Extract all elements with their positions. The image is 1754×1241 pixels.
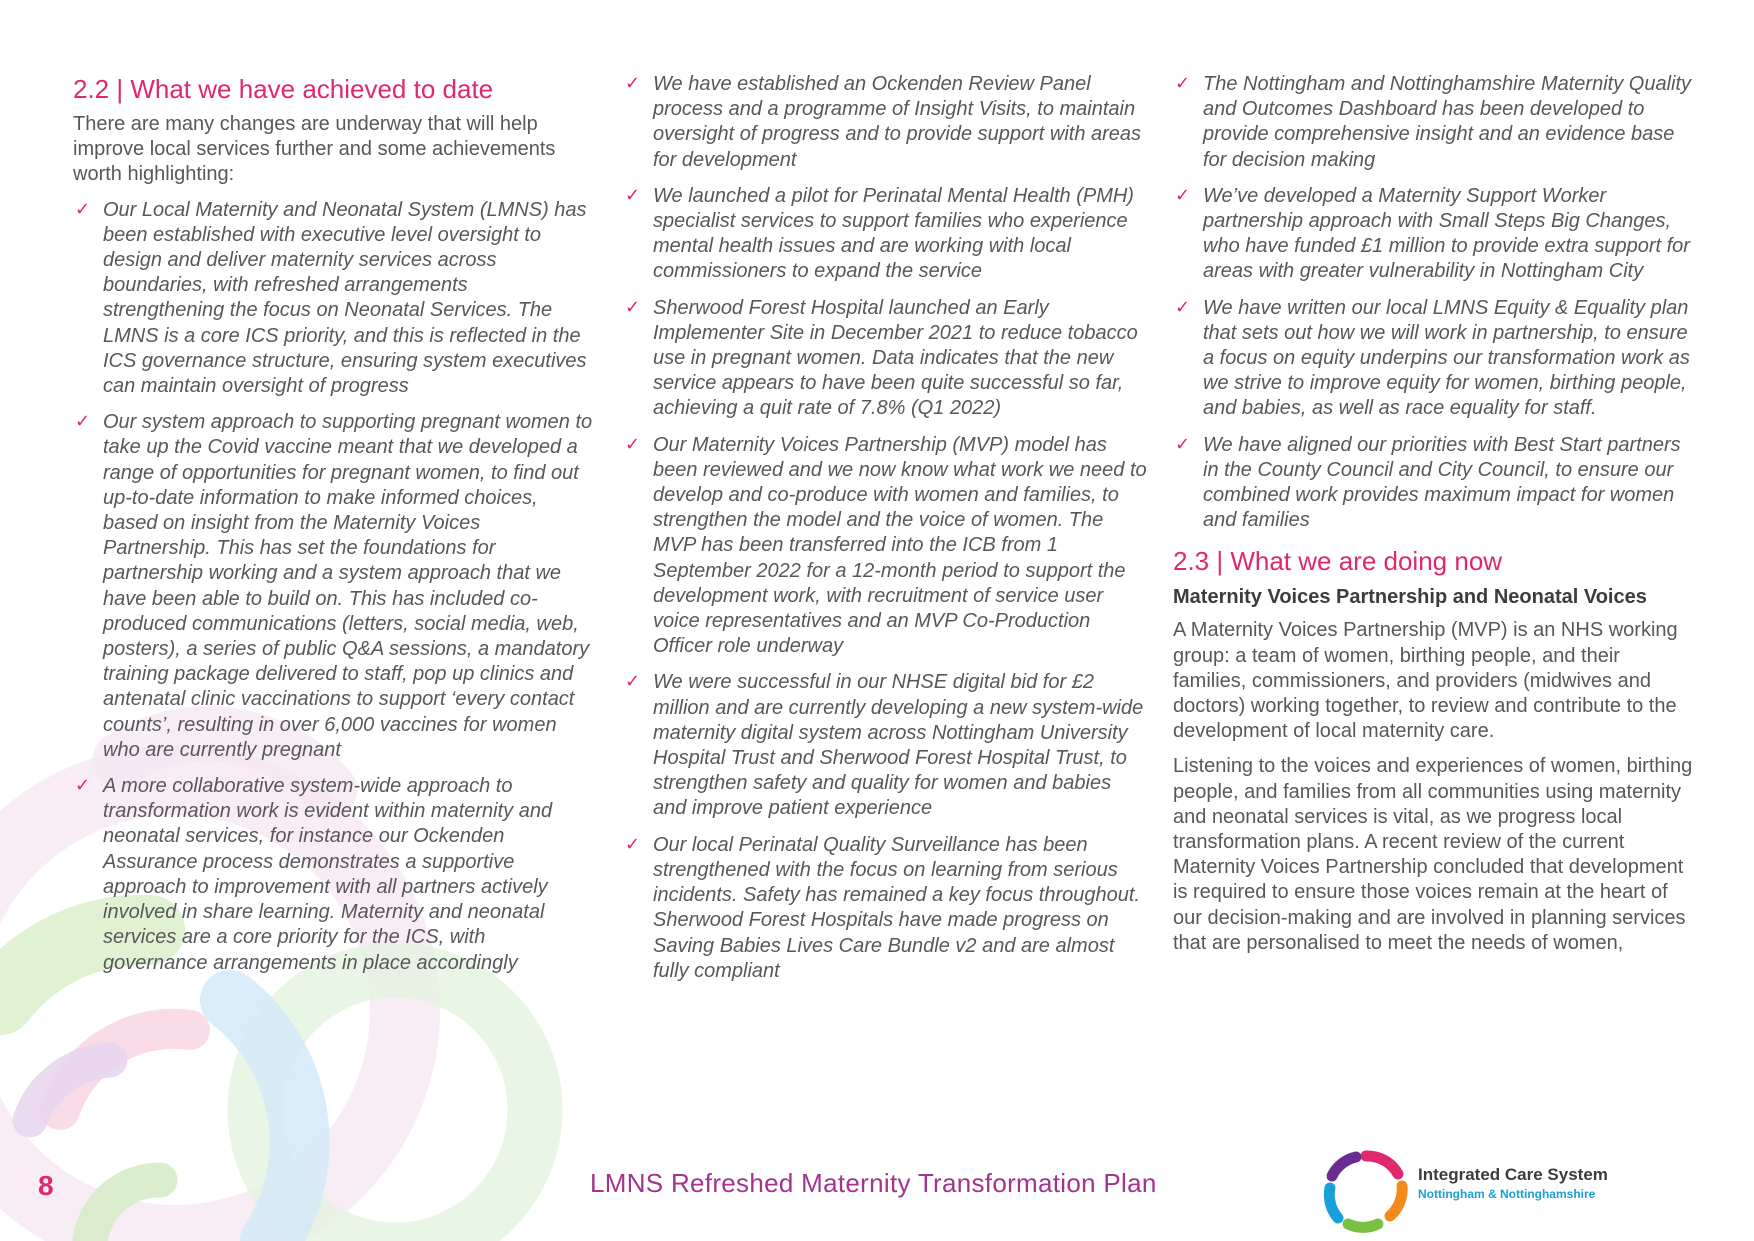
logo-subtitle: Nottingham & Nottinghamshire xyxy=(1418,1187,1596,1201)
list-item: ✓ We have written our local LMNS Equity & Equality plan that sets out how we will work in partnership, to ensure a focus on equity underpins our transformation work as we strive to improve equity for women, birthing people, and babies, as well as race equality for staff. xyxy=(1175,296,1690,420)
check-icon: ✓ xyxy=(1175,184,1191,205)
list-item: ✓ Our system approach to supporting pregnant women to take up the Covid vaccine meant that we developed a range of opportunities for pregnant women, to find out up-to-date information to make informed choices, based on insight from the Maternity Voices Partnership. This has set the foundations for partnership working and a system approach that we have been able to build on. This has included co-produced communications (letters, social media, web, posters), a series of public Q&A sessions, a mandatory training package delivered to staff, pop up clinics and antenatal clinic vaccinations to support ‘every contact counts’, resulting in over 6,000 vaccines for women who are currently pregnant xyxy=(75,411,593,761)
section-intro: There are many changes are underway that will help improve local services further and some achievements worth highlighting: xyxy=(73,113,556,186)
check-icon: ✓ xyxy=(625,833,641,854)
check-icon: ✓ xyxy=(75,411,91,432)
check-icon: ✓ xyxy=(625,671,641,692)
check-icon: ✓ xyxy=(625,296,641,317)
column-middle xyxy=(623,72,1148,995)
list-item: ✓ Our Local Maternity and Neonatal System (LMNS) has been established with executive level oversight to design and deliver maternity services across boundaries, with refreshed arrangements strengthening the focus on Neonatal Services. The LMNS is a core ICS priority, and this is reflected in the ICS governance structure, ensuring system executives can maintain oversight of progress xyxy=(75,198,587,398)
footer-title: LMNS Refreshed Maternity Transformation Plan xyxy=(590,1168,1157,1198)
list-item: ✓ A more collaborative system-wide approach to transformation work is evident within maternity and neonatal services, for instance our Ockenden Assurance process demonstrates a supportive approach to improvement with all partners actively involved in share learning. Maternity and neonatal services are a core priority for the ICS, with governance arrangements in place accordingly xyxy=(75,775,553,974)
section-heading-doing-now: 2.3 | What we are doing now xyxy=(1173,546,1503,577)
list-item: ✓ We were successful in our NHSE digital bid for £2 million and are currently developing a new system-wide maternity digital system across Nottingham University Hospital Trust and Sherwood Forest Hospital Trust, to strengthen safety and quality for women and babies and improve patient experience xyxy=(625,671,1144,820)
achievements-list-col2 xyxy=(623,72,1148,984)
list-item: ✓ We’ve developed a Maternity Support Worker partnership approach with Small Steps Big Changes, who have funded £1 million to provide extra support for areas with greater vulnerability in Nottingham City xyxy=(1175,184,1690,283)
check-icon: ✓ xyxy=(75,775,91,796)
check-icon: ✓ xyxy=(1175,433,1191,454)
list-item: ✓ We have aligned our priorities with Best Start partners in the County Council and City Council, to ensure our combined work provides maximum impact for women and families xyxy=(1175,433,1681,532)
ics-logo-icon xyxy=(1318,1148,1414,1234)
list-item: ✓ We launched a pilot for Perinatal Mental Health (PMH) specialist services to support families who experience mental health issues and are working with local commissioners to expand the service xyxy=(625,184,1134,283)
check-icon: ✓ xyxy=(625,73,641,93)
list-item: ✓ Our Maternity Voices Partnership (MVP) model has been reviewed and we now know what work we need to develop and co-produce with women and families, to strengthen the model and the voice of women. The MVP has been transferred into the ICB from 1 September 2022 for a 12-month period to support the development work, with recruitment of service user voice representatives and an MVP Co-Production Officer role underway xyxy=(625,433,1147,658)
column-right xyxy=(1173,72,1693,966)
section-heading-achieved: 2.2 | What we have achieved to date xyxy=(73,74,494,104)
list-item: ✓ We have established an Ockenden Review Panel process and a programme of Insight Visits, to maintain oversight of progress and to provide support with areas for development xyxy=(625,73,1142,171)
achievements-list-col1 xyxy=(73,198,593,976)
list-item: ✓ Our local Perinatal Quality Surveillance has been strengthened with the focus on learning from serious incidents. Safety has remained a key focus throughout. Sherwood Forest Hospitals have made progress on Saving Babies Lives Care Bundle v2 and are almost fully compliant xyxy=(625,833,1140,982)
subheading-mvp: Maternity Voices Partnership and Neonatal Voices xyxy=(1173,586,1647,609)
page-number: 8 xyxy=(38,1170,54,1201)
check-icon: ✓ xyxy=(1175,73,1191,93)
check-icon: ✓ xyxy=(1175,296,1191,317)
achievements-list-col3 xyxy=(1173,72,1693,533)
logo-title: Integrated Care System xyxy=(1418,1165,1608,1184)
check-icon: ✓ xyxy=(625,184,641,205)
mvp-paragraph-1: A Maternity Voices Partnership (MVP) is an NHS working group: a team of women, birthing people, and their families, commissioners, and providers (midwives and doctors) working together, to review and contribute to the development of local maternity care. xyxy=(1173,619,1678,743)
list-item: ✓ The Nottingham and Nottinghamshire Maternity Quality and Outcomes Dashboard has been developed to provide comprehensive insight and an evidence base for decision making xyxy=(1175,73,1692,171)
mvp-paragraph-2: Listening to the voices and experiences of women, birthing people, and families from all communities using maternity and neonatal services is vital, as we progress local transformation plans. A recent review of the current Maternity Voices Partnership concluded that development is required to ensure those voices remain at the heart of our decision-making and are involved in planning services that are personalised to meet the needs of women, xyxy=(1173,755,1693,954)
column-left xyxy=(73,72,593,987)
list-item: ✓ Sherwood Forest Hospital launched an Early Implementer Site in December 2021 to reduce tobacco use in pregnant women. Data indicates that the new service appears to have been quite successful so far, achieving a quit rate of 7.8% (Q1 2022) xyxy=(625,296,1138,420)
check-icon: ✓ xyxy=(75,198,91,219)
check-icon: ✓ xyxy=(625,433,641,454)
